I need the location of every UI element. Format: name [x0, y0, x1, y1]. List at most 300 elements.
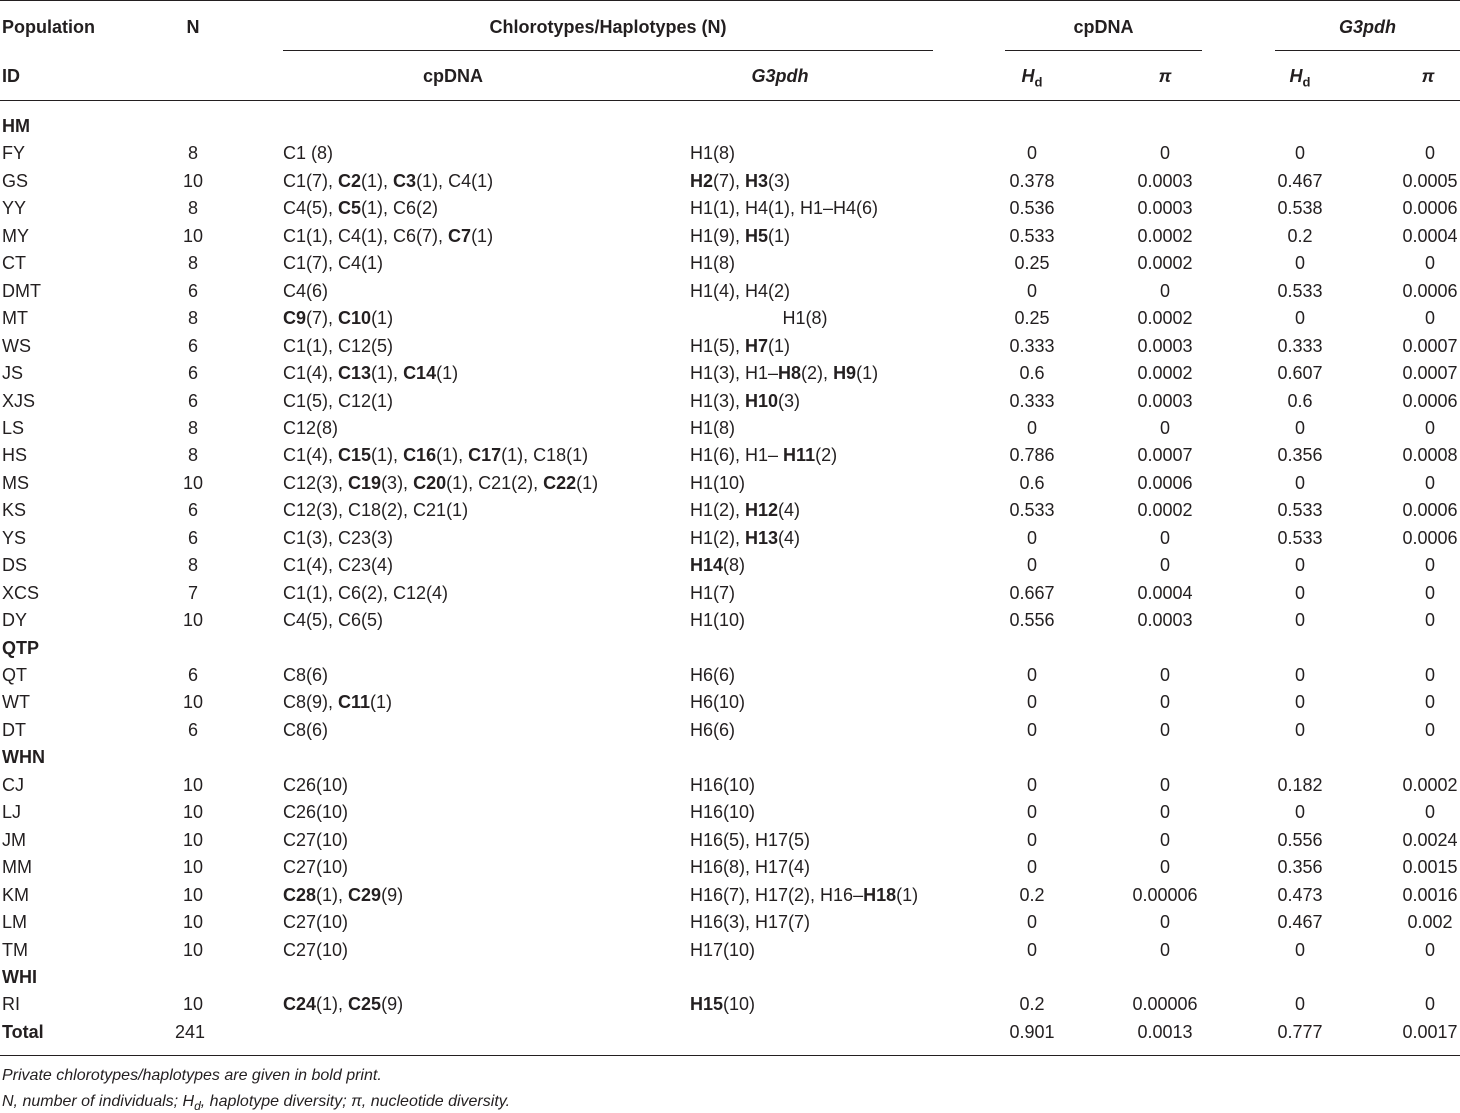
header-cpdna-group: cpDNA: [1073, 17, 1134, 37]
g3pdh-pi: 0: [1424, 939, 1435, 960]
cpdna-hd: 0.6: [1019, 363, 1045, 384]
sample-size: 10: [182, 884, 204, 905]
private-type: H3: [745, 170, 769, 191]
sample-size: 10: [182, 857, 204, 878]
g3pdh-types: [690, 609, 745, 631]
population-id: YS: [2, 527, 27, 548]
type-text: (2): [815, 445, 838, 466]
g3pdh-types: [690, 527, 800, 549]
private-type: C9: [283, 308, 307, 329]
g3pdh-hd: 0.356: [1277, 857, 1323, 878]
type-text: C1 (8): [283, 143, 334, 164]
type-text: H16(10): [690, 802, 756, 823]
private-type: C24: [283, 994, 317, 1015]
cpdna-types: [283, 252, 383, 274]
population-id: MY: [2, 225, 29, 246]
footnote-private: Private chlorotypes/haplotypes are given in bold print.: [2, 1067, 382, 1084]
population-id: CJ: [2, 774, 24, 795]
private-type: C10: [338, 308, 372, 329]
private-type: C22: [543, 472, 577, 493]
type-text: C27(10): [283, 939, 349, 960]
total-n: 241: [175, 1021, 206, 1042]
cpdna-pi: 0: [1159, 802, 1170, 823]
cpdna-types: [283, 609, 383, 631]
type-text: (1): [576, 472, 599, 493]
g3pdh-types: [690, 774, 755, 796]
g3pdh-hd: 0: [1294, 308, 1305, 329]
cpdna-hd: 0.533: [1009, 500, 1055, 521]
private-type: H5: [745, 225, 769, 246]
cpdna-pi: 0: [1159, 665, 1170, 685]
cpdna-types: [283, 362, 458, 384]
type-text: (1),: [361, 170, 394, 191]
cpdna-types: [283, 582, 448, 604]
g3pdh-pi: 0: [1424, 692, 1435, 713]
header-id: ID: [2, 66, 20, 86]
g3pdh-hd: 0: [1294, 555, 1305, 576]
g3pdh-types: [690, 829, 810, 851]
population-id: XJS: [2, 390, 36, 411]
cpdna-types: [283, 417, 338, 439]
type-text: C1(3), C23(3): [283, 527, 394, 548]
header-population: Population: [2, 17, 95, 37]
cpdna-types: [283, 664, 328, 686]
sample-size: 10: [182, 829, 204, 850]
population-id: KS: [2, 500, 27, 521]
population-id: RI: [2, 994, 20, 1015]
cpdna-types: [283, 993, 403, 1015]
cpdna-hd: 0: [1026, 417, 1037, 438]
population-id: QT: [2, 665, 27, 685]
g3pdh-types: [690, 939, 755, 961]
g3pdh-hd: 0.533: [1277, 280, 1323, 301]
type-text: C1(4), C23(4): [283, 555, 394, 576]
type-text: (1): [768, 335, 791, 356]
footnote-part-b: , haplotype diversity; π, nucleotide diversity.: [200, 1093, 511, 1110]
footnote-abbreviations: [2, 1093, 510, 1113]
private-type: C16: [403, 445, 437, 466]
private-type: H14: [690, 555, 724, 576]
cpdna-pi: 0: [1159, 417, 1170, 438]
g3pdh-pi: 0.0004: [1402, 225, 1458, 246]
g3pdh-types: [690, 911, 810, 933]
type-text: (10): [723, 994, 756, 1015]
sample-size: 6: [187, 280, 198, 301]
g3pdh-types: [690, 390, 800, 412]
g3pdh-hd: 0.467: [1277, 170, 1323, 191]
cpdna-types: [283, 335, 393, 357]
type-text: (1), C4(1): [416, 170, 494, 191]
type-text: H1(10): [690, 472, 746, 493]
type-text: (1), C21(2),: [446, 472, 544, 493]
private-type: C3: [393, 170, 417, 191]
g3pdh-hd: 0: [1294, 665, 1305, 685]
type-text: H6(6): [690, 665, 736, 685]
g3pdh-pi: 0.0006: [1402, 280, 1458, 301]
private-type: H13: [745, 527, 779, 548]
type-text: C27(10): [283, 912, 349, 933]
g3pdh-types: [690, 582, 735, 604]
private-type: H12: [745, 500, 779, 521]
cpdna-types: [283, 472, 598, 494]
total-g3pdh-pi: 0.0017: [1402, 1021, 1458, 1042]
cpdna-types: [283, 884, 403, 906]
type-text: C1(7), C4(1): [283, 253, 384, 274]
total-g3pdh-hd: 0.777: [1277, 1021, 1323, 1042]
g3pdh-types: [690, 664, 735, 686]
cpdna-pi: 0.0003: [1137, 170, 1193, 191]
type-text: C4(5),: [283, 198, 339, 219]
sample-size: 10: [182, 774, 204, 795]
cpdna-hd: 0.25: [1014, 253, 1050, 274]
type-text: H1(3),: [690, 390, 746, 411]
private-type: C19: [348, 472, 382, 493]
g3pdh-pi: 0.0006: [1402, 527, 1458, 548]
population-id: DMT: [2, 280, 41, 301]
g3pdh-hd: 0: [1294, 417, 1305, 438]
g3pdh-pi: 0: [1424, 143, 1435, 164]
cpdna-hd: 0: [1026, 143, 1037, 164]
type-text: (9): [381, 994, 404, 1015]
type-text: (4): [778, 527, 801, 548]
population-id: KM: [2, 884, 29, 905]
private-type: C14: [403, 363, 437, 384]
header-sub-cpdna: cpDNA: [422, 66, 483, 86]
type-text: (8): [723, 555, 746, 576]
g3pdh-pi: 0: [1424, 417, 1435, 438]
cpdna-pi: 0: [1159, 527, 1170, 548]
type-text: C8(9),: [283, 692, 339, 713]
g3pdh-hd: 0.182: [1277, 774, 1323, 795]
private-type: C29: [348, 884, 382, 905]
type-text: H1(8): [782, 308, 828, 329]
g3pdh-hd: 0.333: [1277, 335, 1323, 356]
g3pdh-types: [690, 884, 918, 906]
type-text: H1(8): [690, 253, 736, 274]
type-text: (7),: [306, 308, 339, 329]
population-id: MT: [2, 308, 28, 329]
type-text: H16(3), H17(7): [690, 912, 811, 933]
g3pdh-hd: 0.473: [1277, 884, 1323, 905]
private-type: H9: [833, 363, 857, 384]
cpdna-types: [283, 774, 348, 796]
footnote-part-a: N, number of individuals; H: [2, 1093, 195, 1110]
g3pdh-hd: 0: [1294, 582, 1305, 603]
private-type: C17: [468, 445, 502, 466]
cpdna-pi: 0.00006: [1132, 994, 1198, 1015]
cpdna-pi: 0.0002: [1137, 500, 1193, 521]
type-text: (2),: [801, 363, 834, 384]
header-g3pdh-pi: π: [1421, 66, 1435, 86]
cpdna-types: [283, 856, 348, 878]
type-text: C27(10): [283, 857, 349, 878]
cpdna-pi: 0: [1159, 857, 1170, 878]
cpdna-pi: 0.0003: [1137, 390, 1193, 411]
cpdna-pi: 0: [1159, 555, 1170, 576]
g3pdh-hd: 0.6: [1287, 390, 1313, 411]
g3pdh-pi: 0.0005: [1402, 170, 1458, 191]
sample-size: 6: [187, 335, 198, 356]
cpdna-pi: 0: [1159, 829, 1170, 850]
g3pdh-pi: 0: [1424, 610, 1435, 631]
private-type: C11: [338, 692, 371, 713]
cpdna-hd: 0.536: [1009, 198, 1055, 219]
cpdna-types: [283, 691, 392, 713]
cpdna-hd: 0: [1026, 802, 1037, 823]
population-id: GS: [2, 170, 29, 191]
cpdna-pi: 0: [1159, 719, 1170, 740]
g3pdh-types: [690, 362, 878, 384]
type-text: H1(8): [690, 417, 736, 438]
type-text: H16(7), H17(2), H16–: [690, 884, 864, 905]
type-text: H16(8), H17(4): [690, 857, 811, 878]
cpdna-hd: 0: [1026, 939, 1037, 960]
g3pdh-types: [690, 691, 745, 713]
type-text: H1(1), H4(1), H1–H4(6): [690, 198, 879, 219]
cpdna-hd: 0.786: [1009, 445, 1055, 466]
type-text: H1(3), H1–: [690, 363, 779, 384]
cpdna-types: [283, 499, 468, 521]
type-text: H16(5), H17(5): [690, 829, 811, 850]
cpdna-hd: 0.556: [1009, 610, 1055, 631]
private-type: H18: [863, 884, 897, 905]
private-type: C13: [338, 363, 372, 384]
g3pdh-pi: 0.0016: [1402, 884, 1458, 905]
g3pdh-pi: 0: [1424, 253, 1435, 274]
cpdna-pi: 0.0003: [1137, 335, 1193, 356]
population-id: WT: [2, 692, 30, 713]
type-text: C1(4),: [283, 445, 339, 466]
g3pdh-pi: 0.0008: [1402, 445, 1458, 466]
type-text: H6(6): [690, 719, 736, 740]
total-label: Total: [2, 1021, 44, 1042]
cpdna-pi: 0: [1159, 280, 1170, 301]
footnote-subscript: d: [194, 1099, 201, 1113]
private-type: C15: [338, 445, 372, 466]
population-id: HS: [2, 445, 28, 466]
sample-size: 10: [182, 912, 204, 933]
top-rule: [0, 0, 1460, 1]
cpdna-types: [283, 554, 393, 576]
g3pdh-hd: 0.607: [1277, 363, 1323, 384]
g3pdh-pi: 0: [1424, 665, 1435, 685]
private-type: H15: [690, 994, 724, 1015]
cpdna-hd: 0: [1026, 719, 1037, 740]
total-cpdna-pi: 0.0013: [1137, 1021, 1193, 1042]
private-type: C5: [338, 198, 362, 219]
g3pdh-hd: 0.533: [1277, 500, 1323, 521]
g3pdh-hd: 0.356: [1277, 445, 1323, 466]
type-text: (3): [778, 390, 801, 411]
group-heading: WHN: [2, 747, 45, 768]
cpdna-pi: 0.0002: [1137, 363, 1193, 384]
type-text: C26(10): [283, 774, 349, 795]
cpdna-pi: 0.0003: [1137, 610, 1193, 631]
type-text: (1): [896, 884, 919, 905]
type-text: (1): [370, 692, 393, 713]
header-n: N: [186, 17, 200, 37]
cpdna-pi: 0: [1159, 939, 1170, 960]
sample-size: 8: [187, 253, 198, 274]
group-heading: HM: [2, 116, 30, 136]
sample-size: 6: [187, 665, 198, 685]
population-id: CT: [2, 253, 26, 274]
g3pdh-hd: 0: [1294, 994, 1305, 1015]
type-text: (3): [768, 170, 791, 191]
cpdna-hd: 0.533: [1009, 225, 1055, 246]
header-chlorotypes: Chlorotypes/Haplotypes (N): [489, 17, 727, 37]
cpdna-pi: 0.0002: [1137, 308, 1193, 329]
g3pdh-types: [690, 197, 878, 219]
cpdna-hd: 0: [1026, 280, 1037, 301]
type-text: H1(5),: [690, 335, 746, 356]
bottom-rule: [0, 1055, 1460, 1056]
g3pdh-pi: 0.0015: [1402, 857, 1458, 878]
hd-symbol: H: [1021, 66, 1035, 86]
private-type: H11: [783, 445, 816, 466]
sample-size: 10: [182, 170, 204, 191]
type-text: C12(3), C18(2), C21(1): [283, 500, 469, 521]
sample-size: 10: [182, 994, 204, 1015]
type-text: H1(6), H1–: [690, 445, 784, 466]
type-text: (1): [856, 363, 879, 384]
sample-size: 6: [187, 500, 198, 521]
hd-subscript: d: [1302, 74, 1311, 90]
population-id: DY: [2, 610, 28, 631]
cpdna-types: [283, 911, 348, 933]
header-g3pdh-group: G3pdh: [1339, 17, 1396, 37]
cpdna-hd: 0.333: [1009, 390, 1055, 411]
g3pdh-types: [690, 472, 745, 494]
type-text: (1),: [371, 363, 404, 384]
cpdna-hd: 0.2: [1019, 994, 1045, 1015]
sample-size: 8: [187, 445, 198, 466]
g3pdh-pi: 0.002: [1407, 912, 1453, 933]
header-g3pdh-hd: [1270, 65, 1330, 94]
header-subrule-chlorotypes: [283, 50, 933, 51]
type-text: H1(7): [690, 582, 736, 603]
population-id: FY: [2, 143, 26, 164]
private-type: C7: [448, 225, 472, 246]
private-type: C2: [338, 170, 362, 191]
g3pdh-hd: 0: [1294, 472, 1305, 493]
header-subrule-g3pdh: [1275, 50, 1460, 51]
g3pdh-hd: 0: [1294, 719, 1305, 740]
population-id: LM: [2, 912, 28, 933]
cpdna-hd: 0: [1026, 555, 1037, 576]
cpdna-types: [283, 801, 348, 823]
cpdna-pi: 0.0006: [1137, 472, 1193, 493]
cpdna-hd: 0: [1026, 774, 1037, 795]
cpdna-pi: 0.0007: [1137, 445, 1193, 466]
type-text: (1),: [316, 994, 349, 1015]
cpdna-hd: 0.25: [1014, 308, 1050, 329]
header-sub-g3pdh: G3pdh: [751, 66, 809, 86]
header-cpdna-pi: π: [1158, 66, 1172, 86]
cpdna-hd: 0: [1026, 829, 1037, 850]
cpdna-hd: 0.2: [1019, 884, 1045, 905]
hd-symbol: H: [1289, 66, 1303, 86]
population-id: LJ: [2, 802, 22, 823]
private-type: H8: [778, 363, 802, 384]
type-text: H1(9),: [690, 225, 746, 246]
sample-size: 10: [182, 225, 204, 246]
g3pdh-hd: 0.2: [1287, 225, 1313, 246]
type-text: H6(10): [690, 692, 746, 713]
type-text: (4): [778, 500, 801, 521]
cpdna-pi: 0: [1159, 692, 1170, 713]
g3pdh-pi: 0.0006: [1402, 198, 1458, 219]
g3pdh-types: [690, 252, 735, 274]
type-text: C12(3),: [283, 472, 349, 493]
cpdna-pi: 0: [1159, 143, 1170, 164]
cpdna-hd: 0: [1026, 665, 1037, 685]
sample-size: 8: [187, 555, 198, 576]
total-cpdna-hd: 0.901: [1009, 1021, 1055, 1042]
cpdna-hd: 0.333: [1009, 335, 1055, 356]
private-type: H2: [690, 170, 714, 191]
cpdna-types: [283, 307, 393, 329]
cpdna-types: [283, 225, 493, 247]
sample-size: 7: [187, 582, 198, 603]
cpdna-pi: 0.0003: [1137, 198, 1193, 219]
g3pdh-pi: 0: [1424, 582, 1435, 603]
g3pdh-pi: 0.0006: [1402, 390, 1458, 411]
g3pdh-types: [690, 417, 735, 439]
cpdna-types: [283, 170, 493, 192]
type-text: (1),: [316, 884, 349, 905]
g3pdh-pi: 0: [1424, 802, 1435, 823]
sample-size: 10: [182, 610, 204, 631]
type-text: H1(4), H4(2): [690, 280, 791, 301]
cpdna-types: [283, 280, 328, 302]
type-text: C27(10): [283, 829, 349, 850]
cpdna-pi: 0: [1159, 774, 1170, 795]
sample-size: 8: [187, 198, 198, 219]
cpdna-hd: 0.6: [1019, 472, 1045, 493]
type-text: C4(6): [283, 280, 329, 301]
cpdna-hd: 0: [1026, 527, 1037, 548]
type-text: (1),: [371, 445, 404, 466]
g3pdh-pi: 0: [1424, 472, 1435, 493]
sample-size: 8: [187, 417, 198, 438]
cpdna-hd: 0: [1026, 912, 1037, 933]
population-id: MM: [2, 857, 32, 878]
population-id: DS: [2, 555, 28, 576]
g3pdh-types: [690, 993, 755, 1015]
type-text: C12(8): [283, 417, 339, 438]
population-id: MS: [2, 472, 29, 493]
g3pdh-types: [690, 801, 755, 823]
g3pdh-pi: 0: [1424, 719, 1435, 740]
g3pdh-types: [690, 335, 790, 357]
g3pdh-hd: 0.556: [1277, 829, 1323, 850]
type-text: (7),: [713, 170, 746, 191]
type-text: (1), C18(1): [501, 445, 589, 466]
g3pdh-hd: 0.538: [1277, 198, 1323, 219]
type-text: (1): [436, 363, 459, 384]
group-heading: QTP: [2, 637, 40, 658]
type-text: H1(2),: [690, 500, 746, 521]
cpdna-types: [283, 390, 393, 412]
private-type: H10: [745, 390, 779, 411]
g3pdh-hd: 0.533: [1277, 527, 1323, 548]
cpdna-pi: 0: [1159, 912, 1170, 933]
g3pdh-types: [690, 225, 790, 247]
g3pdh-pi: 0: [1424, 555, 1435, 576]
population-id: WS: [2, 335, 31, 356]
type-text: C1(1), C12(5): [283, 335, 394, 356]
